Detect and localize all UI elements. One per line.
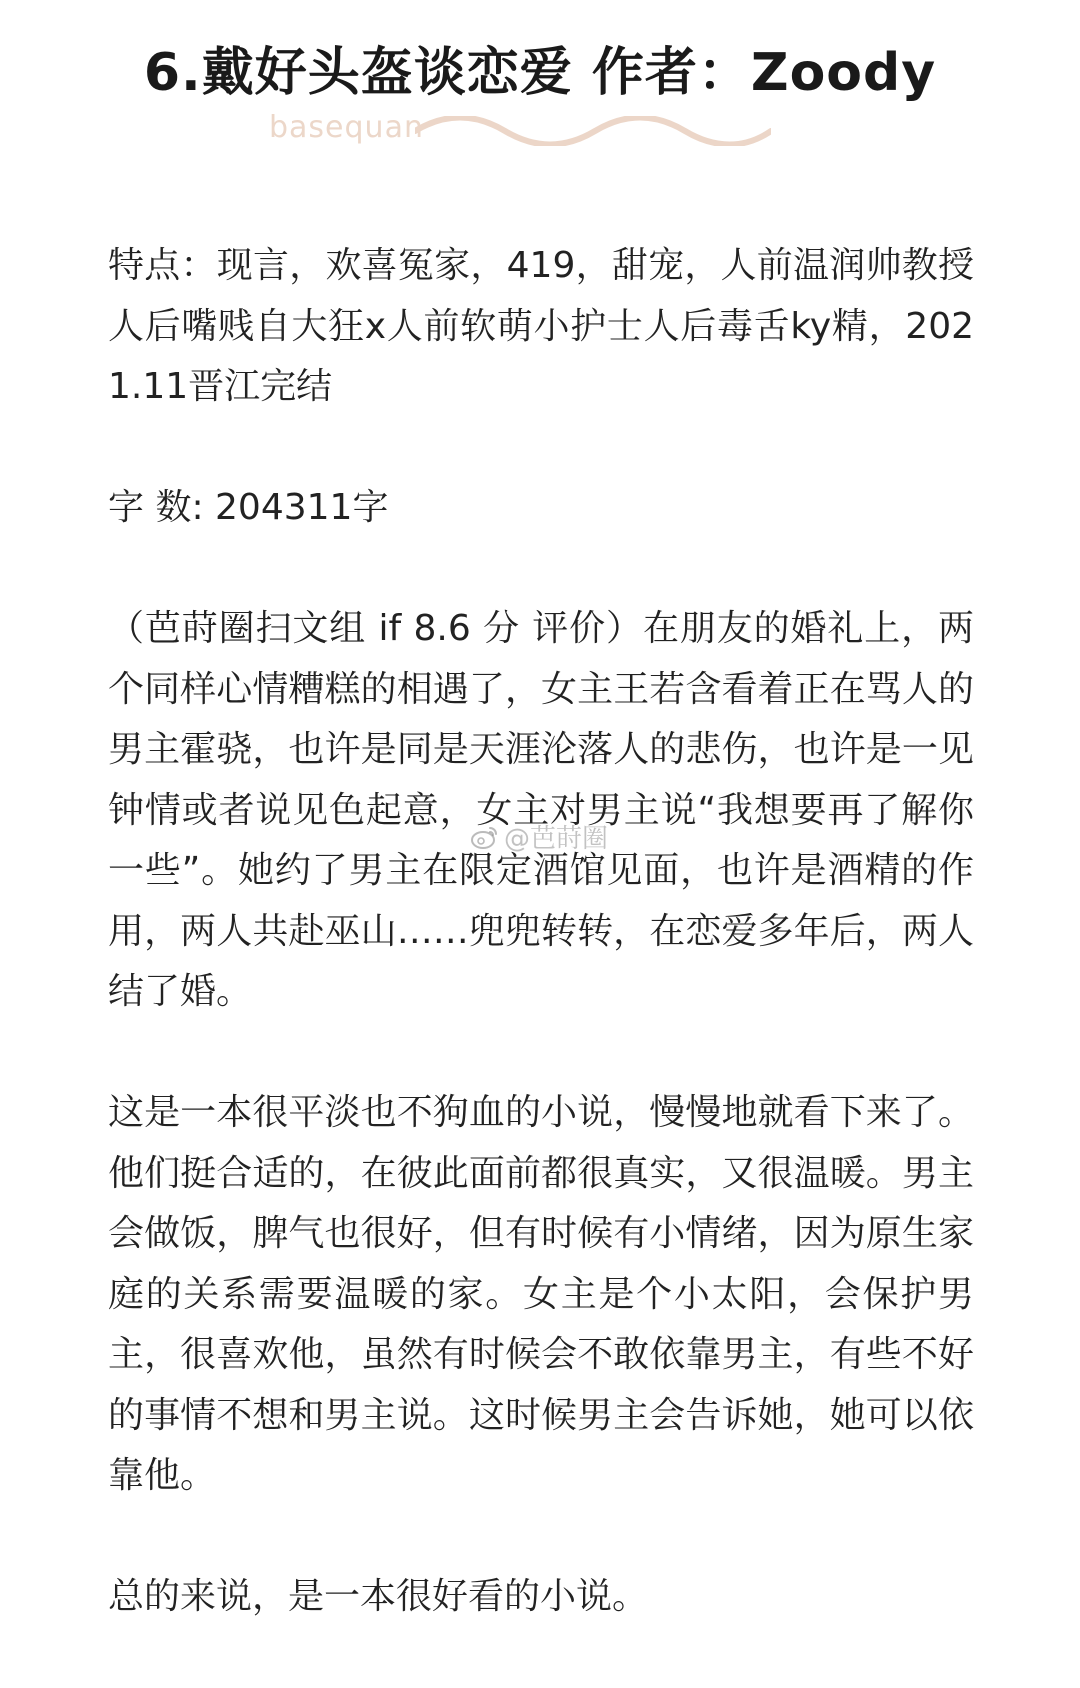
wave-divider-icon [415,116,771,146]
article-title: 6.戴好头盔谈恋爱 作者：Zoody [143,43,937,103]
watermark-text: @芭莳圈 [504,824,609,854]
brand-label: basequan [269,110,424,145]
synopsis-paragraph: （芭莳圈扫文组 if 8.6 分 评价）在朋友的婚礼上，两个同样心情糟糕的相遇了，女主王若含看着正在骂人的男主霍骁，也许是同是天涯沦落人的悲伤，也许是一见钟情或者说见色起意，女主对男主说“我想要再了解你一些”。她约了男主在限定酒馆见面，也许是酒精的作用，两人共赴巫山……兜兜转转，在恋爱多年后，两人结了婚。 [108,608,974,1012]
word-count: 字 数: 204311字 [108,487,389,528]
summary-paragraph: 总的来说，是一本很好看的小说。 [108,1576,649,1617]
features-paragraph: 特点：现言，欢喜冤家，419，甜宠，人前温润帅教授人后嘴贱自大狂x人前软萌小护士人后毒舌ky精，2021.11晋江完结 [108,245,974,407]
article-body [108,236,974,1688]
review-paragraph: 这是一本很平淡也不狗血的小说，慢慢地就看下来了。他们挺合适的，在彼此面前都很真实，又很温暖。男主会做饭，脾气也很好，但有时候有小情绪，因为原生家庭的关系需要温暖的家。女主是个小太阳，会保护男主，很喜欢他，虽然有时候会不敢依靠男主，有些不好的事情不想和男主说。这时候男主会告诉她，她可以依靠他。 [108,1092,974,1496]
brand-decoration [265,108,805,158]
